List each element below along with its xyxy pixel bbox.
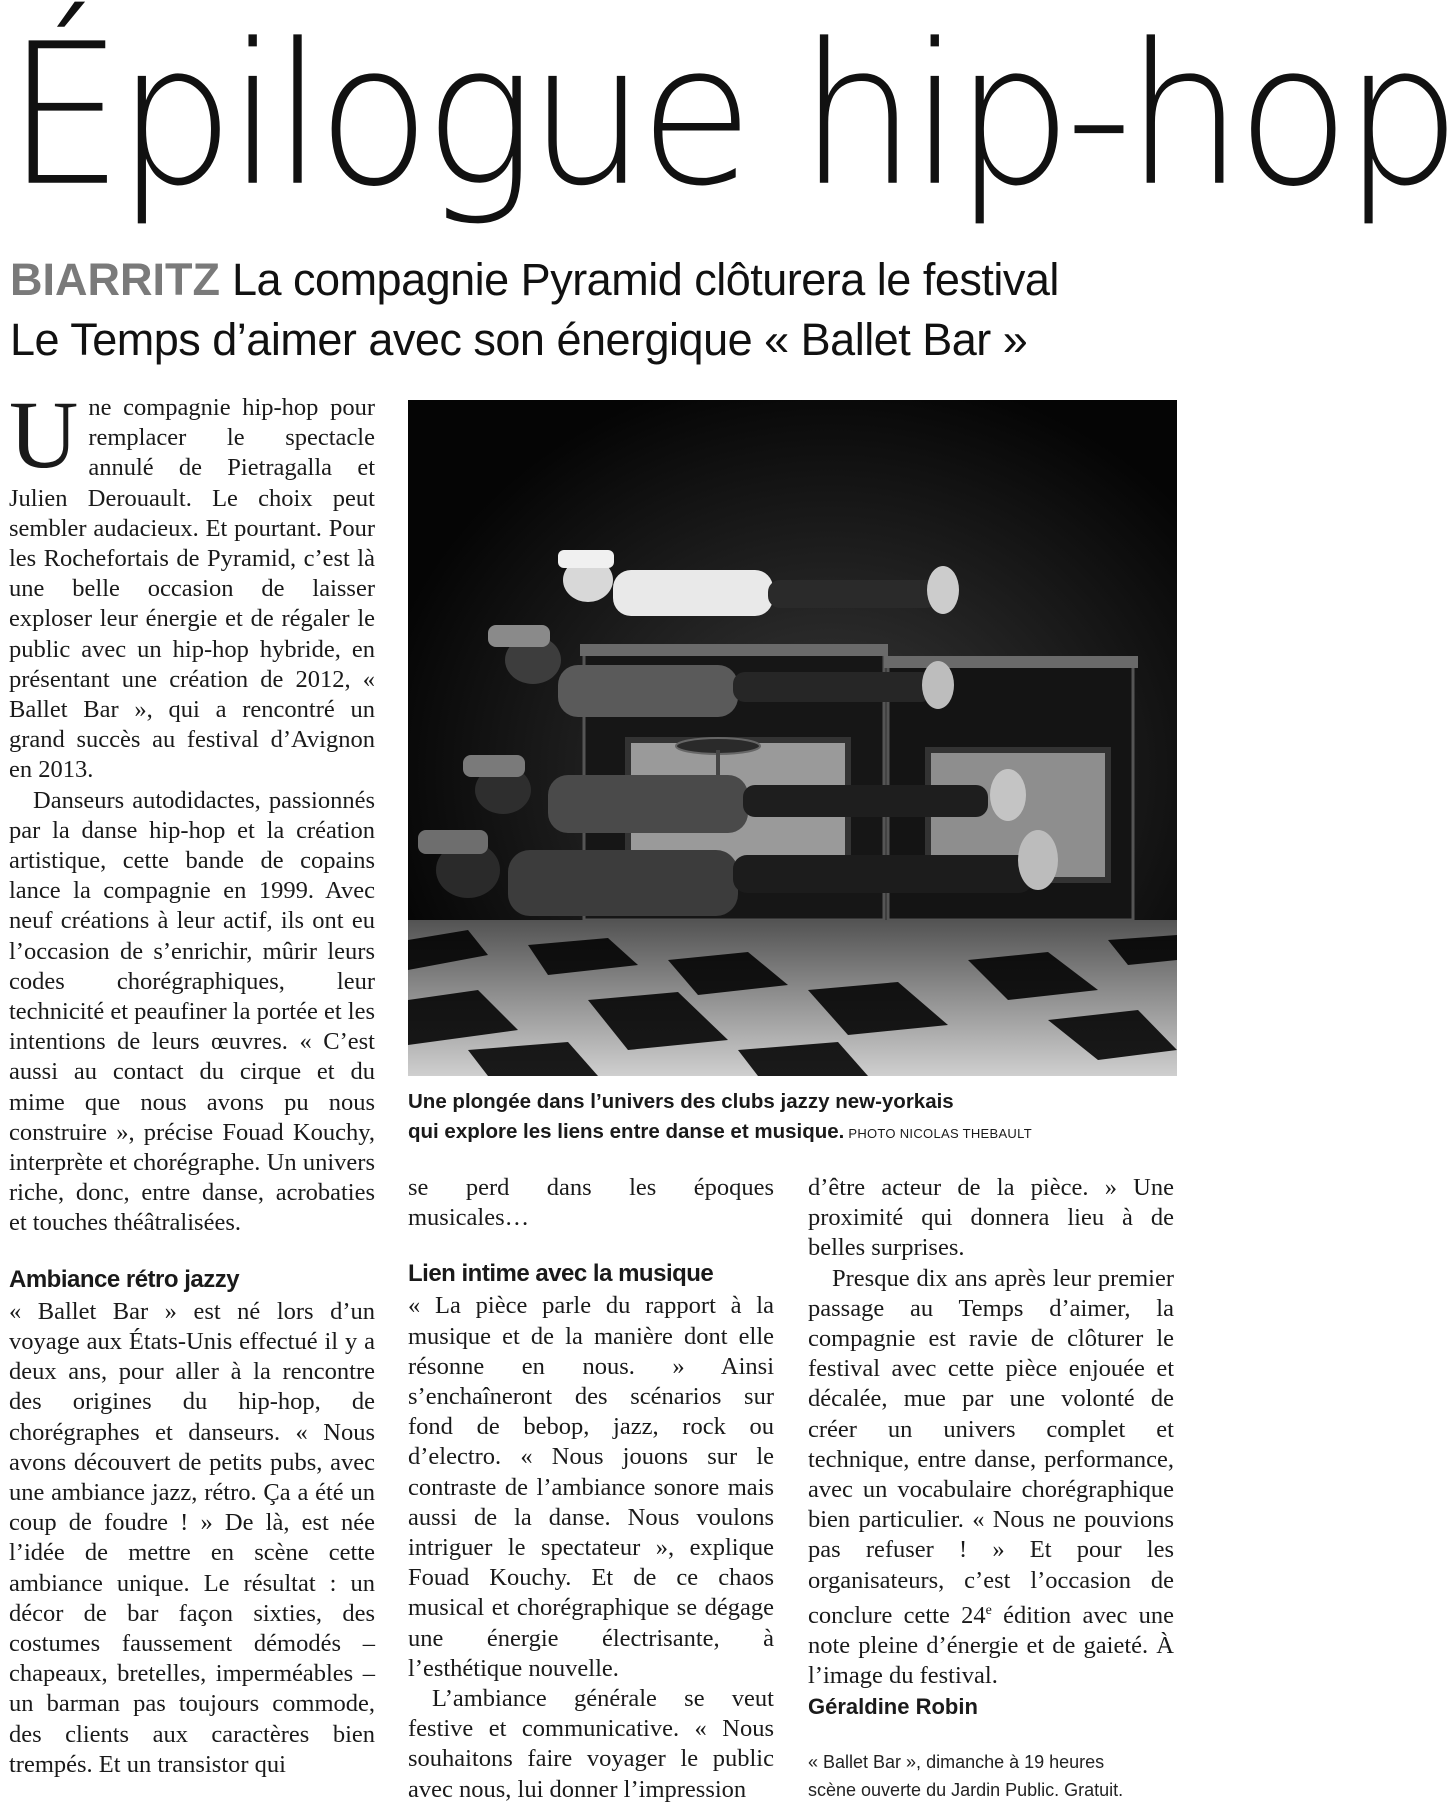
- caption-line-1: Une plongée dans l’univers des clubs jazzy new-yorkais: [408, 1090, 954, 1113]
- deck-line1-text: La compagnie Pyramid clôturera le festival: [231, 254, 1059, 305]
- paragraph-4: « La pièce parle du rapport à la musique et de la manière dont elle résonne en nous. » Ainsi s’enchaîneront des scénarios sur fond de bebop, jazz, rock ou d’electro. « Nous jouons sur le contraste de l’ambiance sonore mais aussi de la danse. Nous voulons intriguer le spectateur », explique Fouad Kouchy. Et de ce chaos musical et chorégraphique se dégage une énergie électrisante, à l’esthétique nouvelle.: [408, 1292, 774, 1682]
- checkered-floor: [408, 920, 1177, 1076]
- paragraph-6-text: Presque dix ans après leur premier passage au Temps d’aimer, la compagnie est ravie de clôturer le festival avec cette pièce enjouée et décalée, mue par une volonté de créer un univers complet et technique, entre danse, performance, avec un vocabulaire chorégraphique bien particulier. « Nous ne pouvions pas refuser ! » Et pour les organisateurs, c’est l’occasion de conclure cette 24: [808, 1264, 1174, 1629]
- event-info-line-1: « Ballet Bar », dimanche à 19 heures: [808, 1751, 1105, 1772]
- deck-line-2: Le Temps d’aimer avec son énergique « Ballet Bar »: [10, 314, 1028, 365]
- photo-credit: PHOTO NICOLAS THEBAULT: [848, 1126, 1032, 1141]
- event-info-line-2: scène ouverte du Jardin Public. Gratuit.: [808, 1779, 1124, 1800]
- deck-kicker: BIARRITZ: [10, 254, 220, 305]
- photo-caption: [408, 1087, 1177, 1149]
- paragraph-6-end: édition avec une note pleine d’énergie et de gaieté. À l’image du festival.: [808, 1602, 1174, 1690]
- event-info: [808, 1748, 1174, 1804]
- ordinal-suffix: e: [985, 1602, 992, 1618]
- paragraph-1: [9, 381, 375, 786]
- article-column-1: [9, 381, 375, 1780]
- byline: Géraldine Robin: [808, 1693, 978, 1719]
- article-column-3: [808, 1173, 1174, 1804]
- subhead-lien-intime: Lien intime avec la musique: [408, 1260, 714, 1288]
- paragraph-5-continued: d’être acteur de la pièce. » Une proximité qui donnera lieu à de belles surprises.: [808, 1174, 1174, 1262]
- paragraph-5: L’ambiance générale se veut festive et communicative. « Nous souhaitons faire voyager le public avec nous, lui donner l’impression: [408, 1685, 774, 1803]
- headline: Épilogue hip-hop: [6, 1, 1454, 229]
- deck-line-1: [10, 250, 1180, 310]
- article-column-2: [408, 1173, 774, 1805]
- deck: [10, 250, 1180, 370]
- paragraph-1-text: ne compagnie hip-hop pour remplacer le spectacle annulé de Pietragalla et Julien Derouault. Le choix peut sembler audacieux. Et pourtant. Pour les Rochefortais de Pyramid, c’est là une belle occasion de laisser exploser leur énergie et de régaler le public avec un hip-hop hybride, en présentant une création de 2012, « Ballet Bar », qui a rencontré un grand succès au festival d’Avignon en 2013.: [9, 394, 375, 784]
- dropcap: U: [9, 381, 79, 488]
- paragraph-3: « Ballet Bar » est né lors d’un voyage aux États-Unis effectué il y a deux ans, pour aller à la rencontre des origines du hip-hop, de chorégraphes et danseurs. « Nous avons découvert de petits pubs, avec une ambiance jazz, rétro. Ça a été un coup de foudre ! » De là, est née l’idée de mettre en scène cette ambiance unique. Le résultat : un décor de bar façon sixties, des costumes faussement démodés – chapeaux, bretelles, imperméables – un barman pas toujours commode, des clients aux caractères bien trempés. Et un transistor qui: [9, 1297, 375, 1778]
- subhead-ambiance: Ambiance rétro jazzy: [9, 1265, 240, 1293]
- caption-line-2-text: qui explore les liens entre danse et musique.: [408, 1120, 845, 1143]
- dancers-photo-illustration: [408, 400, 1177, 1076]
- paragraph-6: [808, 1264, 1174, 1692]
- paragraph-2: Danseurs autodidactes, passionnés par la danse hip-hop et la création artistique, cette bande de copains lance la compagnie en 1999. Avec neuf créations à leur actif, ils ont eu l’occasion de s’enrichir, mûrir leurs codes chorégraphiques, leur technicité et peaufiner la portée et les intentions de leurs œuvres. « C’est aussi au contact du cirque et du mime que nous avons pu nous construire », précise Fouad Kouchy, interprète et chorégraphe. Un univers riche, donc, entre danse, acrobaties et touches théâtralisées.: [9, 786, 375, 1237]
- paragraph-3-continued: se perd dans les époques musicales…: [408, 1174, 774, 1232]
- caption-line-2: [408, 1117, 1177, 1149]
- article-photo: [408, 400, 1177, 1076]
